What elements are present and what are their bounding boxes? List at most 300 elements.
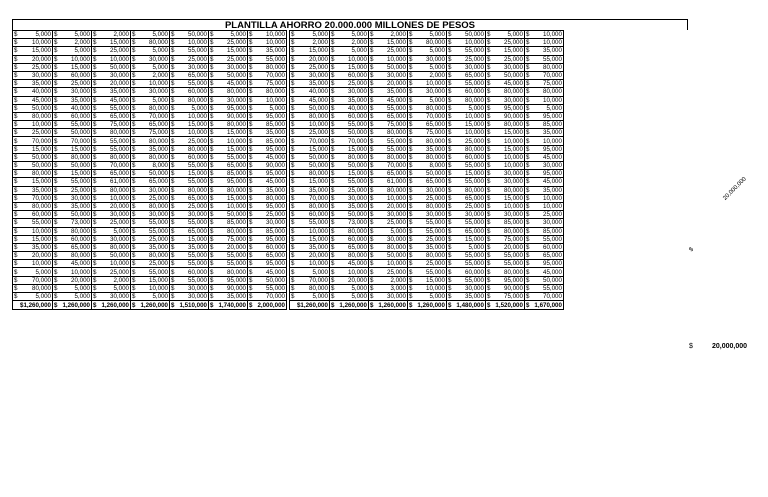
amount-cell[interactable]: 80,000 bbox=[20, 112, 52, 120]
currency-cell[interactable]: $ bbox=[169, 235, 177, 243]
amount-cell[interactable]: 35,000 bbox=[415, 145, 447, 153]
currency-cell[interactable]: $ bbox=[130, 88, 138, 96]
amount-cell[interactable]: 45,000 bbox=[532, 178, 564, 186]
amount-cell[interactable]: 50,000 bbox=[177, 31, 209, 39]
amount-cell[interactable]: 65,000 bbox=[138, 121, 170, 129]
currency-cell[interactable]: $ bbox=[208, 186, 216, 194]
amount-cell[interactable]: 20,000 bbox=[99, 202, 131, 210]
amount-cell[interactable]: 20,000 bbox=[376, 80, 408, 88]
currency-cell[interactable]: $ bbox=[13, 202, 21, 210]
currency-cell[interactable]: $ bbox=[407, 235, 415, 243]
amount-cell[interactable]: 60,000 bbox=[532, 243, 564, 251]
amount-cell[interactable]: 95,000 bbox=[255, 170, 287, 178]
amount-cell[interactable]: 15,000 bbox=[216, 194, 248, 202]
amount-cell[interactable]: 80,000 bbox=[20, 170, 52, 178]
amount-cell[interactable]: 20,000 bbox=[297, 252, 329, 260]
currency-cell[interactable]: $ bbox=[485, 170, 493, 178]
currency-cell[interactable]: $ bbox=[130, 71, 138, 79]
currency-cell[interactable]: $ bbox=[446, 121, 454, 129]
amount-cell[interactable]: 30,000 bbox=[255, 219, 287, 227]
currency-cell[interactable]: $ bbox=[13, 293, 21, 301]
currency-cell[interactable]: $ bbox=[13, 137, 21, 145]
amount-cell[interactable]: 55,000 bbox=[177, 260, 209, 268]
currency-cell[interactable]: $ bbox=[407, 31, 415, 39]
currency-cell[interactable]: $ bbox=[130, 235, 138, 243]
currency-cell[interactable]: $ bbox=[91, 63, 99, 71]
currency-cell[interactable]: $ bbox=[130, 112, 138, 120]
currency-cell[interactable]: $ bbox=[169, 55, 177, 63]
amount-cell[interactable]: 55,000 bbox=[337, 121, 369, 129]
amount-cell[interactable]: 80,000 bbox=[376, 186, 408, 194]
currency-cell[interactable]: $ bbox=[247, 211, 255, 219]
currency-cell[interactable]: $ bbox=[289, 211, 297, 219]
currency-cell[interactable]: $ bbox=[130, 243, 138, 251]
currency-cell[interactable]: $ bbox=[368, 153, 376, 161]
currency-cell[interactable]: $ bbox=[446, 47, 454, 55]
currency-cell[interactable]: $ bbox=[91, 186, 99, 194]
amount-cell[interactable]: 8,000 bbox=[138, 162, 170, 170]
amount-cell[interactable]: 35,000 bbox=[20, 243, 52, 251]
amount-cell[interactable]: 30,000 bbox=[60, 88, 92, 96]
currency-cell[interactable]: $ bbox=[169, 31, 177, 39]
amount-cell[interactable]: 80,000 bbox=[60, 153, 92, 161]
currency-cell[interactable]: $ bbox=[524, 235, 532, 243]
currency-cell[interactable]: $ bbox=[91, 104, 99, 112]
currency-cell[interactable]: $ bbox=[368, 162, 376, 170]
currency-cell[interactable]: $ bbox=[169, 104, 177, 112]
currency-cell[interactable]: $ bbox=[329, 268, 337, 276]
amount-cell[interactable]: 10,000 bbox=[99, 260, 131, 268]
currency-cell[interactable]: $ bbox=[485, 268, 493, 276]
currency-cell[interactable]: $ bbox=[208, 137, 216, 145]
amount-cell[interactable]: 80,000 bbox=[138, 153, 170, 161]
amount-cell[interactable]: 30,000 bbox=[99, 293, 131, 301]
amount-cell[interactable]: 90,000 bbox=[255, 162, 287, 170]
currency-cell[interactable]: $ bbox=[130, 293, 138, 301]
column-total-cell[interactable]: 1,510,000 bbox=[177, 301, 209, 310]
currency-cell[interactable]: $ bbox=[329, 71, 337, 79]
currency-cell[interactable]: $ bbox=[407, 55, 415, 63]
currency-cell[interactable]: $ bbox=[169, 202, 177, 210]
amount-cell[interactable]: 65,000 bbox=[454, 227, 486, 235]
currency-cell[interactable]: $ bbox=[289, 153, 297, 161]
amount-cell[interactable]: 80,000 bbox=[415, 39, 447, 47]
currency-cell[interactable]: $ bbox=[130, 268, 138, 276]
currency-cell[interactable]: $ bbox=[52, 276, 60, 284]
amount-cell[interactable]: 70,000 bbox=[255, 71, 287, 79]
amount-cell[interactable]: 80,000 bbox=[255, 63, 287, 71]
amount-cell[interactable]: 2,000 bbox=[60, 39, 92, 47]
currency-cell[interactable]: $ bbox=[247, 55, 255, 63]
currency-cell[interactable]: $ bbox=[446, 55, 454, 63]
amount-cell[interactable]: 80,000 bbox=[415, 202, 447, 210]
amount-cell[interactable]: 35,000 bbox=[532, 186, 564, 194]
amount-cell[interactable]: 30,000 bbox=[216, 63, 248, 71]
currency-cell[interactable]: $ bbox=[407, 153, 415, 161]
currency-cell[interactable]: $ bbox=[446, 137, 454, 145]
amount-cell[interactable]: 45,000 bbox=[532, 268, 564, 276]
amount-cell[interactable]: 50,000 bbox=[337, 211, 369, 219]
currency-cell[interactable]: $ bbox=[91, 235, 99, 243]
currency-cell[interactable]: $ bbox=[130, 202, 138, 210]
currency-cell[interactable]: $ bbox=[485, 235, 493, 243]
amount-cell[interactable]: 10,000 bbox=[493, 153, 525, 161]
amount-cell[interactable]: 30,000 bbox=[493, 178, 525, 186]
currency-cell[interactable]: $ bbox=[485, 71, 493, 79]
amount-cell[interactable]: 80,000 bbox=[177, 96, 209, 104]
currency-cell[interactable]: $ bbox=[208, 219, 216, 227]
currency-cell[interactable]: $ bbox=[289, 47, 297, 55]
currency-cell[interactable]: $ bbox=[130, 129, 138, 137]
currency-cell[interactable]: $ bbox=[329, 88, 337, 96]
amount-cell[interactable]: 45,000 bbox=[255, 178, 287, 186]
amount-cell[interactable]: 10,000 bbox=[297, 227, 329, 235]
currency-cell[interactable]: $ bbox=[91, 55, 99, 63]
amount-cell[interactable]: 25,000 bbox=[297, 129, 329, 137]
amount-cell[interactable]: 25,000 bbox=[177, 55, 209, 63]
currency-cell[interactable]: $ bbox=[485, 47, 493, 55]
currency-cell[interactable]: $ bbox=[208, 243, 216, 251]
amount-cell[interactable]: 75,000 bbox=[376, 121, 408, 129]
currency-cell[interactable]: $ bbox=[368, 88, 376, 96]
currency-cell[interactable]: $ bbox=[169, 186, 177, 194]
amount-cell[interactable]: 80,000 bbox=[297, 170, 329, 178]
currency-cell[interactable]: $ bbox=[368, 252, 376, 260]
currency-cell[interactable]: $ bbox=[524, 129, 532, 137]
amount-cell[interactable]: 55,000 bbox=[216, 260, 248, 268]
amount-cell[interactable]: 30,000 bbox=[415, 211, 447, 219]
amount-cell[interactable]: 15,000 bbox=[493, 129, 525, 137]
currency-cell[interactable]: $ bbox=[407, 145, 415, 153]
amount-cell[interactable]: 45,000 bbox=[216, 80, 248, 88]
amount-cell[interactable]: 25,000 bbox=[532, 211, 564, 219]
amount-cell[interactable]: 30,000 bbox=[177, 284, 209, 292]
amount-cell[interactable]: 55,000 bbox=[177, 252, 209, 260]
currency-cell[interactable]: $ bbox=[52, 55, 60, 63]
amount-cell[interactable]: 5,000 bbox=[415, 31, 447, 39]
amount-cell[interactable]: 2,000 bbox=[138, 71, 170, 79]
amount-cell[interactable]: 20,000 bbox=[376, 202, 408, 210]
amount-cell[interactable]: 5,000 bbox=[415, 293, 447, 301]
currency-cell[interactable]: $ bbox=[208, 104, 216, 112]
amount-cell[interactable]: 65,000 bbox=[415, 178, 447, 186]
amount-cell[interactable]: 70,000 bbox=[20, 137, 52, 145]
currency-cell[interactable]: $ bbox=[13, 31, 21, 39]
amount-cell[interactable]: 5,000 bbox=[337, 293, 369, 301]
amount-cell[interactable]: 80,000 bbox=[138, 202, 170, 210]
currency-cell[interactable]: $ bbox=[13, 219, 21, 227]
amount-cell[interactable]: 50,000 bbox=[20, 162, 52, 170]
currency-cell[interactable]: $ bbox=[52, 186, 60, 194]
amount-cell[interactable]: 80,000 bbox=[255, 194, 287, 202]
amount-cell[interactable]: 10,000 bbox=[20, 39, 52, 47]
currency-cell[interactable]: $ bbox=[169, 301, 177, 310]
currency-cell[interactable]: $ bbox=[485, 63, 493, 71]
currency-cell[interactable]: $ bbox=[169, 71, 177, 79]
currency-cell[interactable]: $ bbox=[130, 137, 138, 145]
currency-cell[interactable]: $ bbox=[368, 112, 376, 120]
amount-cell[interactable]: 80,000 bbox=[532, 63, 564, 71]
currency-cell[interactable]: $ bbox=[329, 211, 337, 219]
amount-cell[interactable]: 15,000 bbox=[177, 235, 209, 243]
amount-cell[interactable]: 55,000 bbox=[138, 219, 170, 227]
amount-cell[interactable]: 10,000 bbox=[532, 31, 564, 39]
amount-cell[interactable]: 5,000 bbox=[60, 284, 92, 292]
currency-cell[interactable]: $ bbox=[524, 170, 532, 178]
amount-cell[interactable]: 65,000 bbox=[177, 227, 209, 235]
currency-cell[interactable]: $ bbox=[13, 80, 21, 88]
currency-cell[interactable]: $ bbox=[169, 276, 177, 284]
amount-cell[interactable]: 25,000 bbox=[20, 129, 52, 137]
currency-cell[interactable]: $ bbox=[208, 121, 216, 129]
currency-cell[interactable]: $ bbox=[329, 96, 337, 104]
currency-cell[interactable]: $ bbox=[13, 129, 21, 137]
currency-cell[interactable]: $ bbox=[91, 293, 99, 301]
currency-cell[interactable]: $ bbox=[91, 178, 99, 186]
currency-cell[interactable]: $ bbox=[247, 284, 255, 292]
amount-cell[interactable]: 40,000 bbox=[60, 104, 92, 112]
amount-cell[interactable]: 60,000 bbox=[60, 112, 92, 120]
currency-cell[interactable]: $ bbox=[485, 202, 493, 210]
currency-cell[interactable]: $ bbox=[52, 71, 60, 79]
currency-cell[interactable]: $ bbox=[524, 162, 532, 170]
amount-cell[interactable]: 15,000 bbox=[216, 145, 248, 153]
amount-cell[interactable]: 10,000 bbox=[532, 96, 564, 104]
currency-cell[interactable]: $ bbox=[407, 268, 415, 276]
amount-cell[interactable]: 10,000 bbox=[99, 194, 131, 202]
amount-cell[interactable]: 15,000 bbox=[376, 39, 408, 47]
currency-cell[interactable]: $ bbox=[13, 104, 21, 112]
amount-cell[interactable]: 80,000 bbox=[177, 186, 209, 194]
amount-cell[interactable]: 55,000 bbox=[216, 153, 248, 161]
amount-cell[interactable]: 35,000 bbox=[255, 186, 287, 194]
amount-cell[interactable]: 10,000 bbox=[216, 137, 248, 145]
currency-cell[interactable]: $ bbox=[524, 301, 532, 310]
currency-cell[interactable]: $ bbox=[91, 129, 99, 137]
currency-cell[interactable]: $ bbox=[91, 260, 99, 268]
currency-cell[interactable]: $ bbox=[524, 80, 532, 88]
currency-cell[interactable]: $ bbox=[446, 301, 454, 310]
amount-cell[interactable]: 25,000 bbox=[454, 202, 486, 210]
amount-cell[interactable]: 10,000 bbox=[297, 121, 329, 129]
currency-cell[interactable]: $ bbox=[289, 71, 297, 79]
amount-cell[interactable]: 30,000 bbox=[454, 63, 486, 71]
currency-cell[interactable]: $ bbox=[289, 293, 297, 301]
currency-cell[interactable]: $ bbox=[524, 293, 532, 301]
amount-cell[interactable]: 55,000 bbox=[20, 219, 52, 227]
currency-cell[interactable]: $ bbox=[169, 211, 177, 219]
currency-cell[interactable]: $ bbox=[524, 243, 532, 251]
amount-cell[interactable]: 95,000 bbox=[216, 178, 248, 186]
currency-cell[interactable]: $ bbox=[13, 243, 21, 251]
currency-cell[interactable]: $ bbox=[289, 39, 297, 47]
currency-cell[interactable]: $ bbox=[329, 243, 337, 251]
amount-cell[interactable]: 80,000 bbox=[60, 227, 92, 235]
amount-cell[interactable]: 45,000 bbox=[297, 96, 329, 104]
amount-cell[interactable]: 10,000 bbox=[493, 137, 525, 145]
currency-cell[interactable]: $ bbox=[247, 121, 255, 129]
amount-cell[interactable]: 10,000 bbox=[337, 55, 369, 63]
currency-cell[interactable]: $ bbox=[130, 178, 138, 186]
amount-cell[interactable]: 35,000 bbox=[532, 47, 564, 55]
amount-cell[interactable]: 5,000 bbox=[138, 31, 170, 39]
amount-cell[interactable]: 55,000 bbox=[177, 276, 209, 284]
currency-cell[interactable]: $ bbox=[91, 39, 99, 47]
currency-cell[interactable]: $ bbox=[91, 170, 99, 178]
currency-cell[interactable]: $ bbox=[289, 63, 297, 71]
currency-cell[interactable]: $ bbox=[247, 276, 255, 284]
column-total-cell[interactable]: 1,260,000 bbox=[376, 301, 408, 310]
currency-cell[interactable]: $ bbox=[130, 186, 138, 194]
amount-cell[interactable]: 15,000 bbox=[20, 145, 52, 153]
amount-cell[interactable]: 15,000 bbox=[454, 121, 486, 129]
amount-cell[interactable]: 10,000 bbox=[532, 194, 564, 202]
currency-cell[interactable]: $ bbox=[52, 235, 60, 243]
amount-cell[interactable]: 10,000 bbox=[60, 268, 92, 276]
amount-cell[interactable]: 55,000 bbox=[216, 252, 248, 260]
amount-cell[interactable]: 50,000 bbox=[376, 63, 408, 71]
amount-cell[interactable]: 15,000 bbox=[177, 170, 209, 178]
amount-cell[interactable]: 95,000 bbox=[532, 260, 564, 268]
currency-cell[interactable]: $ bbox=[368, 211, 376, 219]
currency-cell[interactable]: $ bbox=[329, 170, 337, 178]
currency-cell[interactable]: $ bbox=[407, 96, 415, 104]
amount-cell[interactable]: 25,000 bbox=[415, 235, 447, 243]
currency-cell[interactable]: $ bbox=[446, 260, 454, 268]
amount-cell[interactable]: 70,000 bbox=[255, 293, 287, 301]
currency-cell[interactable]: $ bbox=[524, 186, 532, 194]
currency-cell[interactable]: $ bbox=[13, 55, 21, 63]
currency-cell[interactable]: $ bbox=[407, 252, 415, 260]
currency-cell[interactable]: $ bbox=[329, 194, 337, 202]
amount-cell[interactable]: 75,000 bbox=[415, 129, 447, 137]
currency-cell[interactable]: $ bbox=[169, 63, 177, 71]
currency-cell[interactable]: $ bbox=[130, 252, 138, 260]
amount-cell[interactable]: 95,000 bbox=[216, 276, 248, 284]
currency-cell[interactable]: $ bbox=[208, 170, 216, 178]
currency-cell[interactable]: $ bbox=[368, 170, 376, 178]
amount-cell[interactable]: 25,000 bbox=[216, 55, 248, 63]
amount-cell[interactable]: 25,000 bbox=[99, 47, 131, 55]
amount-cell[interactable]: 30,000 bbox=[376, 235, 408, 243]
amount-cell[interactable]: 75,000 bbox=[532, 80, 564, 88]
amount-cell[interactable]: 50,000 bbox=[216, 211, 248, 219]
amount-cell[interactable]: 80,000 bbox=[20, 284, 52, 292]
currency-cell[interactable]: $ bbox=[524, 260, 532, 268]
currency-cell[interactable]: $ bbox=[208, 47, 216, 55]
amount-cell[interactable]: 15,000 bbox=[297, 178, 329, 186]
currency-cell[interactable]: $ bbox=[407, 202, 415, 210]
amount-cell[interactable]: 30,000 bbox=[376, 293, 408, 301]
currency-cell[interactable]: $ bbox=[524, 227, 532, 235]
amount-cell[interactable]: 30,000 bbox=[454, 211, 486, 219]
currency-cell[interactable]: $ bbox=[52, 88, 60, 96]
amount-cell[interactable]: 2,000 bbox=[297, 39, 329, 47]
amount-cell[interactable]: 70,000 bbox=[297, 137, 329, 145]
amount-cell[interactable]: 55,000 bbox=[177, 178, 209, 186]
amount-cell[interactable]: 25,000 bbox=[454, 137, 486, 145]
amount-cell[interactable]: 10,000 bbox=[216, 202, 248, 210]
amount-cell[interactable]: 55,000 bbox=[532, 284, 564, 292]
amount-cell[interactable]: 25,000 bbox=[337, 186, 369, 194]
amount-cell[interactable]: 35,000 bbox=[255, 47, 287, 55]
currency-cell[interactable]: $ bbox=[169, 80, 177, 88]
currency-cell[interactable]: $ bbox=[329, 121, 337, 129]
currency-cell[interactable]: $ bbox=[208, 153, 216, 161]
amount-cell[interactable]: 85,000 bbox=[255, 121, 287, 129]
amount-cell[interactable]: 80,000 bbox=[138, 39, 170, 47]
amount-cell[interactable]: 5,000 bbox=[60, 31, 92, 39]
amount-cell[interactable]: 85,000 bbox=[216, 219, 248, 227]
currency-cell[interactable]: $ bbox=[368, 219, 376, 227]
currency-cell[interactable]: $ bbox=[485, 162, 493, 170]
currency-cell[interactable]: $ bbox=[289, 31, 297, 39]
currency-cell[interactable]: $ bbox=[169, 137, 177, 145]
currency-cell[interactable]: $ bbox=[446, 227, 454, 235]
amount-cell[interactable]: 85,000 bbox=[532, 227, 564, 235]
currency-cell[interactable]: $ bbox=[485, 301, 493, 310]
currency-cell[interactable]: $ bbox=[289, 129, 297, 137]
amount-cell[interactable]: 55,000 bbox=[376, 137, 408, 145]
amount-cell[interactable]: 90,000 bbox=[216, 284, 248, 292]
currency-cell[interactable]: $ bbox=[130, 153, 138, 161]
amount-cell[interactable]: 25,000 bbox=[177, 137, 209, 145]
currency-cell[interactable]: $ bbox=[524, 137, 532, 145]
amount-cell[interactable]: 30,000 bbox=[138, 186, 170, 194]
amount-cell[interactable]: 45,000 bbox=[99, 96, 131, 104]
currency-cell[interactable]: $ bbox=[446, 80, 454, 88]
currency-cell[interactable]: $ bbox=[91, 284, 99, 292]
amount-cell[interactable]: 80,000 bbox=[376, 129, 408, 137]
currency-cell[interactable]: $ bbox=[13, 170, 21, 178]
currency-cell[interactable]: $ bbox=[130, 63, 138, 71]
currency-cell[interactable]: $ bbox=[13, 227, 21, 235]
currency-cell[interactable]: $ bbox=[329, 104, 337, 112]
currency-cell[interactable]: $ bbox=[52, 153, 60, 161]
amount-cell[interactable]: 80,000 bbox=[376, 243, 408, 251]
currency-cell[interactable]: $ bbox=[13, 211, 21, 219]
currency-cell[interactable]: $ bbox=[91, 202, 99, 210]
amount-cell[interactable]: 85,000 bbox=[493, 219, 525, 227]
amount-cell[interactable]: 80,000 bbox=[415, 252, 447, 260]
currency-cell[interactable]: $ bbox=[169, 112, 177, 120]
amount-cell[interactable]: 65,000 bbox=[99, 170, 131, 178]
amount-cell[interactable]: 25,000 bbox=[138, 235, 170, 243]
currency-cell[interactable]: $ bbox=[368, 276, 376, 284]
currency-cell[interactable]: $ bbox=[247, 194, 255, 202]
amount-cell[interactable]: 25,000 bbox=[376, 268, 408, 276]
currency-cell[interactable]: $ bbox=[169, 96, 177, 104]
column-total-cell[interactable]: 1,670,000 bbox=[532, 301, 564, 310]
currency-cell[interactable]: $ bbox=[91, 112, 99, 120]
currency-cell[interactable]: $ bbox=[169, 178, 177, 186]
currency-cell[interactable]: $ bbox=[407, 104, 415, 112]
amount-cell[interactable]: 5,000 bbox=[454, 104, 486, 112]
amount-cell[interactable]: 25,000 bbox=[20, 63, 52, 71]
amount-cell[interactable]: 80,000 bbox=[297, 112, 329, 120]
amount-cell[interactable]: 3,000 bbox=[376, 284, 408, 292]
currency-cell[interactable]: $ bbox=[91, 137, 99, 145]
currency-cell[interactable]: $ bbox=[289, 186, 297, 194]
amount-cell[interactable]: 30,000 bbox=[20, 71, 52, 79]
amount-cell[interactable]: 80,000 bbox=[99, 243, 131, 251]
currency-cell[interactable]: $ bbox=[91, 88, 99, 96]
currency-cell[interactable]: $ bbox=[208, 194, 216, 202]
amount-cell[interactable]: 80,000 bbox=[20, 202, 52, 210]
amount-cell[interactable]: 15,000 bbox=[20, 47, 52, 55]
amount-cell[interactable]: 40,000 bbox=[20, 88, 52, 96]
amount-cell[interactable]: 25,000 bbox=[297, 63, 329, 71]
